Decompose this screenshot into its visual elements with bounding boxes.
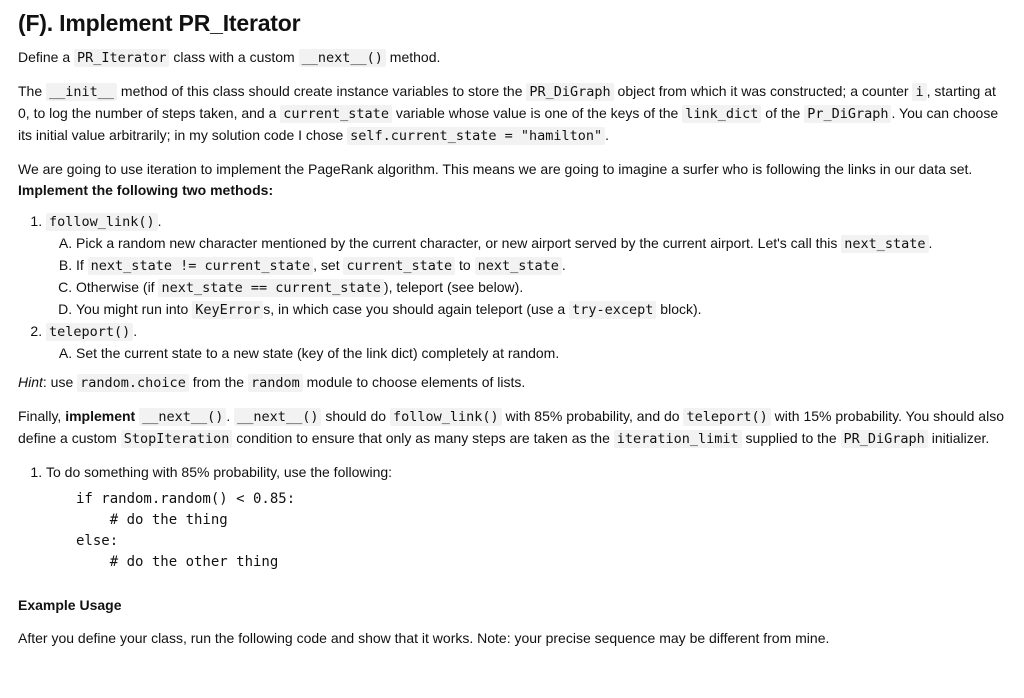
inline-code: next_state == current_state <box>158 279 383 297</box>
inline-code: follow_link() <box>390 408 502 426</box>
text: Otherwise (if <box>76 279 159 295</box>
list-item <box>76 277 1006 299</box>
text: The <box>18 83 47 99</box>
inline-code: teleport() <box>683 408 770 426</box>
text: . <box>928 235 933 251</box>
text: block). <box>656 301 702 317</box>
inline-code: PR_DiGraph <box>841 430 928 448</box>
inline-code: next_state <box>475 257 562 275</box>
text: object from which it was constructed; a counter <box>613 83 913 99</box>
methods-list <box>18 211 1006 364</box>
italic-text: Hint <box>18 374 43 390</box>
list-item: A. Set the current state to a new state (key of the link dict) completely at random. <box>76 343 1006 364</box>
list-item <box>76 255 1006 277</box>
text: method of this class should create instance variables to store the <box>117 83 527 99</box>
example-paragraph: After you define your class, run the following code and show that it works. Note: your precise sequence may be different from mine. <box>18 630 830 646</box>
text: : use <box>42 374 78 390</box>
inline-code: random.choice <box>77 374 189 392</box>
text: You might run into <box>76 301 193 317</box>
text: Finally, <box>18 408 66 424</box>
bold-text: Implement the following two methods: <box>18 182 274 198</box>
text: . <box>226 408 235 424</box>
text: variable whose value is one of the keys of the <box>391 105 683 121</box>
text: . <box>157 213 162 229</box>
method-follow-link <box>46 211 1006 321</box>
inline-code: __next__() <box>299 49 386 67</box>
init-paragraph <box>18 81 1006 147</box>
list-item <box>76 233 1006 255</box>
text: module to choose elements of lists. <box>302 374 526 390</box>
inline-code: self.current_state = "hamilton" <box>347 127 605 145</box>
text: , set <box>313 257 344 273</box>
text: . You can choose its initial value arbitrarily; in my solution code I chose <box>18 105 999 143</box>
text: of the <box>761 105 805 121</box>
text: should do <box>321 408 390 424</box>
text: method. <box>385 49 441 65</box>
text: condition to ensure that only as many steps are taken as the <box>232 430 614 446</box>
method-teleport <box>46 321 1006 364</box>
pagerank-paragraph <box>18 159 1006 201</box>
text: . <box>605 127 610 143</box>
teleport-steps <box>46 343 1006 364</box>
hint-paragraph <box>18 372 1006 394</box>
text: . <box>133 323 138 339</box>
inline-code: PR_Iterator <box>74 49 169 67</box>
text: s, in which case you should again teleport (use a <box>263 301 570 317</box>
finally-paragraph <box>18 406 1006 450</box>
text: with 15% probability. You should also define a custom <box>18 408 1004 446</box>
text: with 85% probability, and do <box>501 408 684 424</box>
text: To do something with 85% probability, use the following: <box>46 464 393 480</box>
list-item <box>76 299 1006 321</box>
list-item <box>46 462 1006 573</box>
inline-code: __next__() <box>234 408 321 426</box>
inline-code: __next__() <box>139 408 226 426</box>
inline-code: StopIteration <box>121 430 233 448</box>
inline-code: try-except <box>569 301 656 319</box>
text: Pick a random new character mentioned by the current character, or new airport served by the current airport. Let's call this <box>76 235 842 251</box>
inline-code: random <box>248 374 303 392</box>
text: If <box>76 257 88 273</box>
tips-list <box>18 462 1006 573</box>
text: . <box>561 257 566 273</box>
text: initializer. <box>927 430 990 446</box>
inline-code: iteration_limit <box>614 430 742 448</box>
text: to <box>455 257 475 273</box>
inline-code: next_state <box>841 235 928 253</box>
inline-code: link_dict <box>682 105 761 123</box>
text: , starting at 0, to log the number of steps taken, and a <box>18 83 996 121</box>
inline-code: teleport() <box>46 323 133 341</box>
inline-code: KeyError <box>192 301 263 319</box>
inline-code: current_state <box>280 105 392 123</box>
text: We are going to use iteration to implement the PageRank algorithm. This means we are going to imagine a surfer who is following the links in our data set. <box>18 161 973 177</box>
code-block: if random.random() < 0.85: # do the thing else: # do the other thing <box>76 491 296 570</box>
inline-code: PR_DiGraph <box>526 83 613 101</box>
example-title: Example Usage <box>18 597 122 613</box>
text: from the <box>188 374 248 390</box>
text: Define a <box>18 49 75 65</box>
text: class with a custom <box>169 49 299 65</box>
inline-code: i <box>912 83 926 101</box>
page-title: (F). Implement PR_Iterator <box>18 10 301 36</box>
follow-link-steps <box>46 233 1006 321</box>
inline-code: current_state <box>343 257 455 275</box>
inline-code: next_state != current_state <box>88 257 313 275</box>
inline-code: follow_link() <box>46 213 158 231</box>
inline-code: __init__ <box>46 83 117 101</box>
inline-code: Pr_DiGraph <box>804 105 891 123</box>
bold-text: implement <box>65 408 136 424</box>
intro-paragraph <box>18 47 1006 69</box>
text: supplied to the <box>741 430 841 446</box>
text: ), teleport (see below). <box>383 279 524 295</box>
